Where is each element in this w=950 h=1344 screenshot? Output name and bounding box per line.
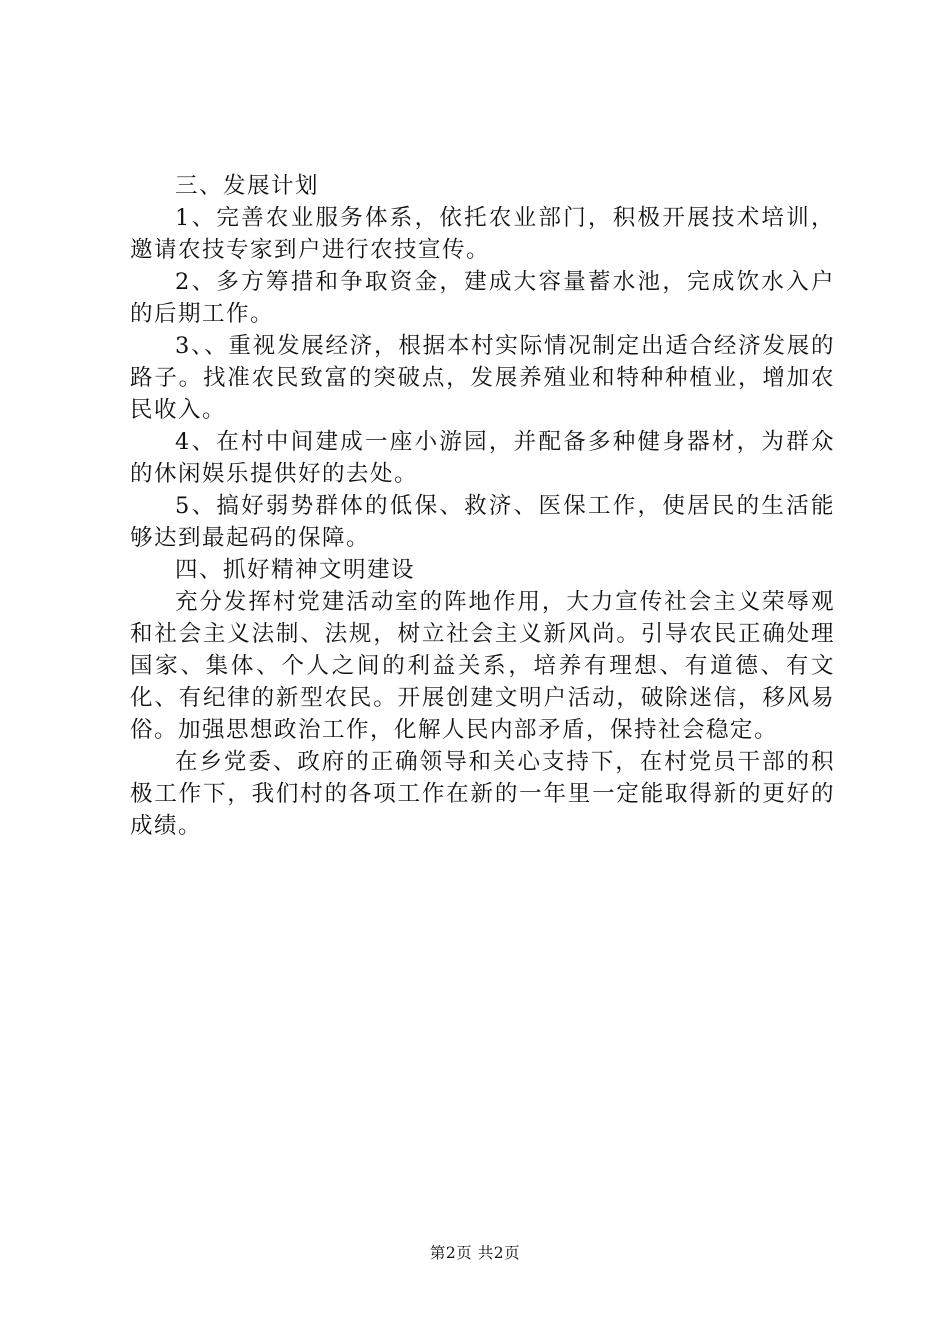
section4-paragraph: 充分发挥村党建活动室的阵地作用，大力宣传社会主义荣辱观和社会主义法制、法规，树立社会主义新风尚。引导农民正确处理国家、集体、个人之间的利益关系，培养有理想、有道德、有文化、有纪律的新型农民。开展创建文明户活动，破除迷信，移风易俗。加强思想政治工作，化解人民内部矛盾，保持社会稳定。 [130,589,835,743]
plan-item-5: 5、搞好弱势群体的低保、救济、医保工作，使居民的生活能够达到最起码的保障。 [130,493,835,551]
plan-item-3: 3、、重视发展经济，根据本村实际情况制定出适合经济发展的路子。找准农民致富的突破点，发展养殖业和特种种植业，增加农民收入。 [130,333,835,423]
closing-paragraph: 在乡党委、政府的正确领导和关心支持下，在村党员干部的积极工作下，我们村的各项工作在新的一年里一定能取得新的更好的成绩。 [130,749,835,839]
plan-item-1: 1、完善农业服务体系，依托农业部门，积极开展技术培训，邀请农技专家到户进行农技宣传。 [130,205,835,263]
section-heading-spiritual-civilization: 四、抓好精神文明建设 [175,557,416,583]
page-number-footer: 第2页 共2页 [429,1244,521,1262]
plan-item-4: 4、在村中间建成一座小游园，并配备多种健身器材，为群众的休闲娱乐提供好的去处。 [130,429,835,487]
plan-item-2: 2、多方筹措和争取资金，建成大容量蓄水池，完成饮水入户的后期工作。 [130,269,835,327]
document-body [130,170,835,842]
section-heading-development-plan: 三、发展计划 [175,173,320,199]
